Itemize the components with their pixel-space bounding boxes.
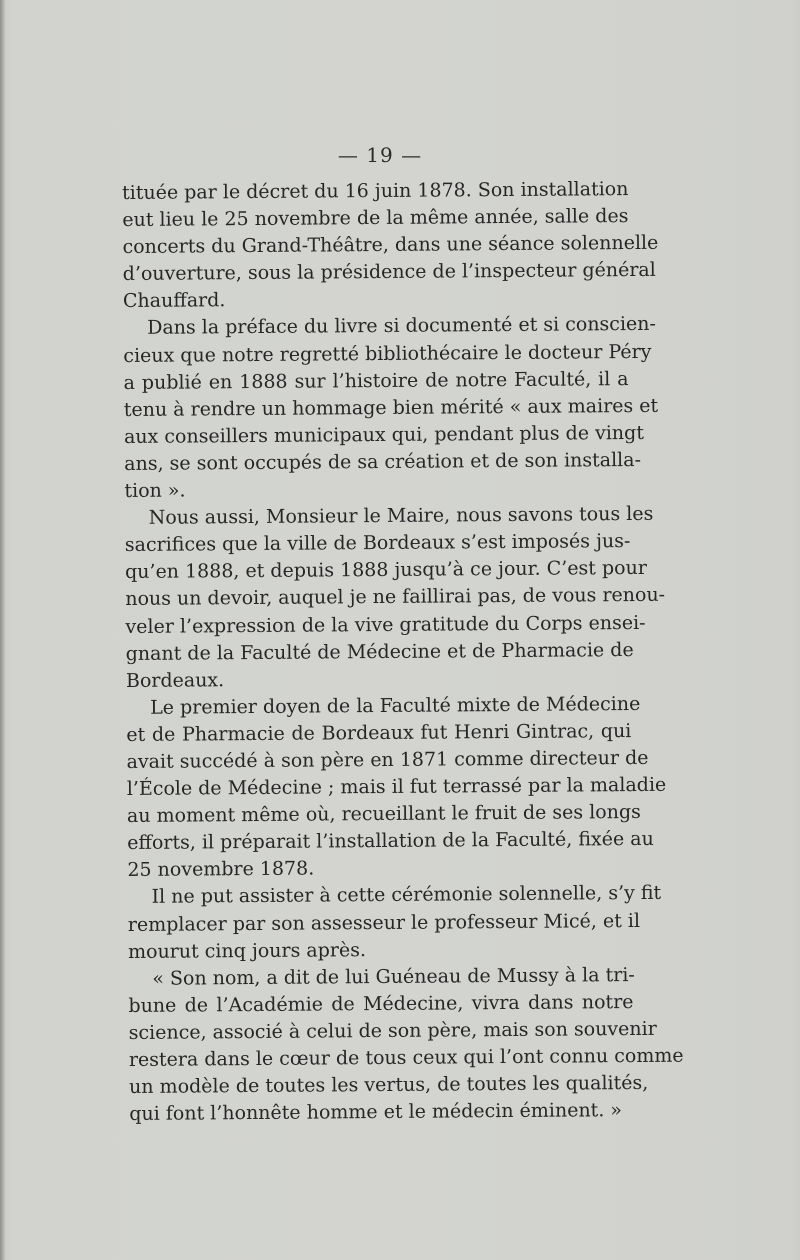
text-line: Il ne put assister à cette cérémonie solennelle, s’y fit [151, 882, 662, 909]
text-line: Chauffard. [122, 289, 226, 313]
text-line: gnant de la Faculté de Médecine et de Pharmacie de [125, 638, 634, 665]
paragraph [122, 176, 659, 315]
text-line: efforts, il préparait l’installation de la Faculté, fixée au [127, 828, 654, 855]
paragraph [128, 962, 684, 1129]
text-line: a publié en 1888 sur l’histoire de notre Faculté, il a [123, 367, 629, 394]
text-line: tituée par le décret du 16 juin 1878. Son installation [122, 178, 629, 204]
text-line: 25 novembre 1878. [127, 857, 315, 882]
text-line: sacrifices que la ville de Bordeaux s’est imposés jus- [124, 530, 631, 557]
text-line: Le premier doyen de la Faculté mixte de Médecine [150, 692, 641, 719]
text-line: tenu à rendre un hommage bien mérité « aux maires et [123, 394, 659, 421]
text-line: ans, se sont occupés de sa création et de son installa- [124, 448, 642, 475]
text-line: qui font l’honnête homme et le médecin éminent. » [129, 1099, 623, 1126]
text-line: science, associé à celui de son père, mais son souvenir [128, 1017, 657, 1044]
text-line: cieux que notre regretté bibliothécaire le docteur Péry [123, 340, 652, 367]
text-line: nous un devoir, auquel je ne faillirai pas, de vous renou- [125, 584, 666, 611]
text-line: bune de l’Académie de Médecine, vivra dans notre [128, 990, 634, 1017]
text-line: concerts du Grand-Théâtre, dans une séance solennelle [122, 231, 659, 259]
paragraph [126, 691, 667, 885]
paragraph [124, 501, 666, 695]
text-line: mourut cinq jours après. [127, 938, 367, 963]
paragraph [123, 311, 659, 505]
text-line: d’ouverture, sous la présidence de l’inspecteur général [122, 259, 656, 286]
text-line: tion ». [124, 479, 186, 503]
text-line: aux conseillers municipaux qui, pendant plus de vingt [123, 421, 644, 448]
text-line: avait succédé à son père en 1871 comme directeur de [126, 746, 649, 773]
text-line: eut lieu le 25 novembre de la même année, salle des [122, 205, 629, 232]
text-line: « Son nom, a dit de lui Guéneau de Mussy à la tri- [152, 963, 635, 990]
text-line: l’École de Médecine ; mais il fut terrassé par la maladie [126, 773, 667, 801]
text-line: Nous aussi, Monsieur le Maire, nous savons tous les [148, 502, 654, 529]
text-line: Dans la préface du livre si documenté et si conscien- [147, 313, 656, 340]
text-line: veler l’expression de la vive gratitude du Corps ensei- [125, 611, 646, 638]
text-line: remplacer par son assesseur le professeur Micé, et il [127, 909, 641, 936]
text-line: au moment même où, recueillant le fruit de ses longs [126, 801, 641, 828]
paragraph [127, 880, 662, 965]
page-binding-edge [0, 0, 5, 1260]
page-number: — 19 — [337, 143, 423, 167]
text-line: restera dans le cœur de tous ceux qui l’ont connu comme [128, 1044, 684, 1071]
text-line: Bordeaux. [125, 668, 225, 692]
text-line: et de Pharmacie de Bordeaux fut Henri Gintrac, qui [126, 719, 632, 746]
body-text [122, 176, 684, 1128]
text-line: qu’en 1888, et depuis 1888 jusqu’à ce jour. C’est pour [124, 557, 647, 584]
text-line: un modèle de toutes les vertus, de toutes les qualités, [129, 1071, 649, 1099]
